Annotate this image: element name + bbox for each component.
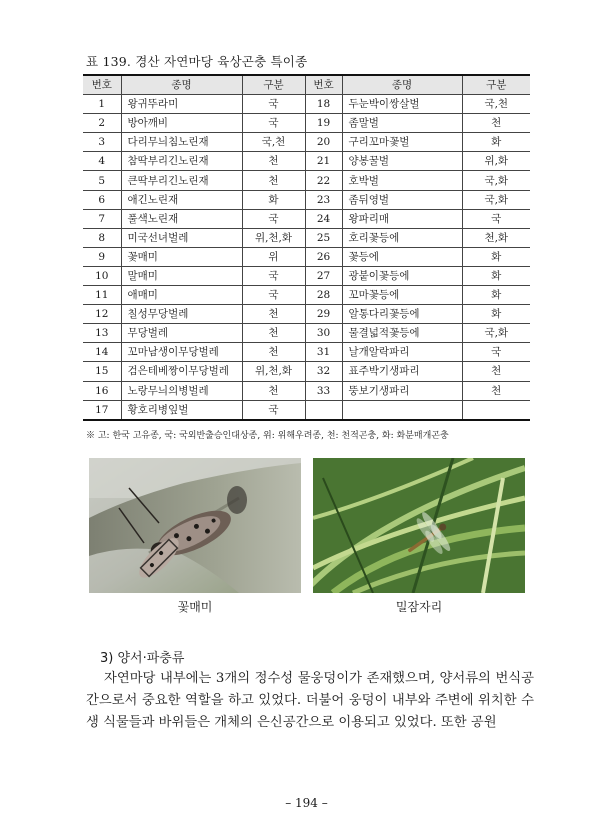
cell-species: 왕귀뚜라미 [121, 95, 242, 114]
cell-number-2: 30 [305, 324, 342, 343]
cell-category: 국 [242, 114, 305, 133]
cell-species: 무당벌레 [121, 324, 242, 343]
cell-category: 국 [242, 400, 305, 420]
cell-species-2: 구리꼬마꽃벌 [342, 133, 462, 152]
cell-species: 참딱부리긴노린재 [121, 152, 242, 171]
photo-label-dragonfly: 밀잠자리 [395, 600, 443, 614]
cell-number: 1 [83, 95, 121, 114]
cell-number: 17 [83, 400, 121, 420]
table-row [83, 362, 530, 381]
cell-category-2: 국,천 [462, 95, 530, 114]
cell-category: 국 [242, 286, 305, 305]
cell-species: 큰딱부리긴노린재 [121, 171, 242, 190]
cell-category: 천 [242, 343, 305, 362]
cell-number: 8 [83, 228, 121, 247]
cell-category: 위 [242, 247, 305, 266]
cell-species-2: 물결넓적꽃등에 [342, 324, 462, 343]
table-row [83, 266, 530, 285]
cell-species: 말매미 [121, 266, 242, 285]
species-table [83, 74, 530, 421]
table-row [83, 171, 530, 190]
cell-category: 천 [242, 324, 305, 343]
cell-number-2: 25 [305, 228, 342, 247]
cell-category: 위,천,화 [242, 362, 305, 381]
cell-category-2 [462, 400, 530, 420]
cell-species: 검은테베짱이무당벌레 [121, 362, 242, 381]
cell-species-2: 호리꽃등에 [342, 228, 462, 247]
cell-species: 황호리병잎벌 [121, 400, 242, 420]
cell-number-2: 31 [305, 343, 342, 362]
cell-species-2: 날개알락파리 [342, 343, 462, 362]
cell-species-2: 호박벌 [342, 171, 462, 190]
header-category-2: 구분 [462, 75, 530, 95]
table-row [83, 190, 530, 209]
cell-number: 16 [83, 381, 121, 400]
cell-number-2: 29 [305, 305, 342, 324]
cell-category: 천 [242, 152, 305, 171]
cell-category-2: 화 [462, 305, 530, 324]
cell-number: 7 [83, 209, 121, 228]
cell-species-2: 알통다리꽃등에 [342, 305, 462, 324]
cell-number-2: 32 [305, 362, 342, 381]
table-row [83, 95, 530, 114]
cell-species: 풀색노린재 [121, 209, 242, 228]
cell-number-2: 33 [305, 381, 342, 400]
cell-category: 화 [242, 190, 305, 209]
cell-number: 12 [83, 305, 121, 324]
cell-species-2: 두눈박이쌍살벌 [342, 95, 462, 114]
cell-category: 위,천,화 [242, 228, 305, 247]
cell-species: 다리무늬침노린재 [121, 133, 242, 152]
table-header-row [83, 75, 530, 95]
table-row [83, 400, 530, 420]
cell-number-2: 24 [305, 209, 342, 228]
header-category: 구분 [242, 75, 305, 95]
header-species-2: 종명 [342, 75, 462, 95]
header-number-2: 번호 [305, 75, 342, 95]
cell-category-2: 국,화 [462, 324, 530, 343]
cell-category-2: 국,화 [462, 171, 530, 190]
paragraph-text: 자연마당 내부에는 3개의 정수성 물웅덩이가 존재했으며, 양서류의 번식공간으로서 중요한 역할을 하고 있었다. 더불어 웅덩이 내부와 주변에 위치한 수생 식물들과 바위들은 개체의 은신공간으로 이용되고 있었다. 또한 공원 [86, 671, 534, 730]
cell-species: 방아깨비 [121, 114, 242, 133]
cell-category-2: 천 [462, 362, 530, 381]
table-caption: 표 139. 경산 자연마당 육상곤충 특이종 [86, 54, 308, 69]
table-row [83, 305, 530, 324]
cell-category-2: 위,화 [462, 152, 530, 171]
body-paragraph [86, 668, 534, 734]
cell-species-2: 꼬마꽃등에 [342, 286, 462, 305]
cell-species-2 [342, 400, 462, 420]
cell-category-2: 국,화 [462, 190, 530, 209]
table-footnote: ※ 고: 한국 고유종, 국: 국외반출승인대상종, 위: 위해우려종, 천: 천적곤충, 화: 화분매개곤충 [86, 431, 449, 441]
cell-number-2: 23 [305, 190, 342, 209]
dragonfly-photo [313, 458, 525, 593]
table-row [83, 343, 530, 362]
cell-number: 9 [83, 247, 121, 266]
cell-number-2 [305, 400, 342, 420]
table-row [83, 133, 530, 152]
cell-category: 국 [242, 266, 305, 285]
cell-category-2: 천,화 [462, 228, 530, 247]
cell-category-2: 천 [462, 114, 530, 133]
cell-category: 국,천 [242, 133, 305, 152]
table-row [83, 228, 530, 247]
cell-number: 13 [83, 324, 121, 343]
table-row [83, 247, 530, 266]
cell-species-2: 꽃등에 [342, 247, 462, 266]
cell-number-2: 21 [305, 152, 342, 171]
cell-number: 10 [83, 266, 121, 285]
table-row [83, 114, 530, 133]
cell-category: 천 [242, 381, 305, 400]
cell-species: 꽃매미 [121, 247, 242, 266]
cell-number: 5 [83, 171, 121, 190]
cell-category-2: 화 [462, 286, 530, 305]
cell-number: 15 [83, 362, 121, 381]
cell-category-2: 화 [462, 266, 530, 285]
cell-category: 국 [242, 95, 305, 114]
table-row [83, 209, 530, 228]
cell-number-2: 27 [305, 266, 342, 285]
cell-species: 미국선녀벌레 [121, 228, 242, 247]
table-row [83, 381, 530, 400]
cell-category-2: 천 [462, 381, 530, 400]
table-row [83, 152, 530, 171]
cell-category: 천 [242, 305, 305, 324]
cell-category: 천 [242, 171, 305, 190]
cell-species-2: 뚱보기생파리 [342, 381, 462, 400]
cell-species-2: 광붙이꽃등에 [342, 266, 462, 285]
header-number: 번호 [83, 75, 121, 95]
spotted-lanternfly-photo [89, 458, 301, 593]
cell-species-2: 좀말벌 [342, 114, 462, 133]
cell-category-2: 화 [462, 133, 530, 152]
cell-number: 14 [83, 343, 121, 362]
photo-label-lanternfly: 꽃매미 [177, 600, 213, 614]
cell-species: 노랑무늬의병벌레 [121, 381, 242, 400]
cell-number: 11 [83, 286, 121, 305]
cell-species-2: 좀뒤영벌 [342, 190, 462, 209]
cell-category-2: 화 [462, 247, 530, 266]
cell-number-2: 28 [305, 286, 342, 305]
cell-category: 국 [242, 209, 305, 228]
table-row [83, 324, 530, 343]
cell-species: 꼬마남생이무당벌레 [121, 343, 242, 362]
cell-species: 애매미 [121, 286, 242, 305]
cell-species: 칠성무당벌레 [121, 305, 242, 324]
cell-number-2: 19 [305, 114, 342, 133]
cell-category-2: 국 [462, 343, 530, 362]
cell-number: 2 [83, 114, 121, 133]
cell-number-2: 22 [305, 171, 342, 190]
cell-species-2: 표주박기생파리 [342, 362, 462, 381]
cell-category-2: 국 [462, 209, 530, 228]
header-species: 종명 [121, 75, 242, 95]
cell-number: 3 [83, 133, 121, 152]
cell-number: 6 [83, 190, 121, 209]
cell-number-2: 26 [305, 247, 342, 266]
page-number: – 194 – [285, 796, 328, 810]
cell-number-2: 18 [305, 95, 342, 114]
cell-number: 4 [83, 152, 121, 171]
cell-species-2: 왕파리매 [342, 209, 462, 228]
cell-species-2: 양봉꿀벌 [342, 152, 462, 171]
section-heading: 3) 양서·파충류 [100, 651, 185, 666]
table-row [83, 286, 530, 305]
cell-number-2: 20 [305, 133, 342, 152]
cell-species: 애긴노린재 [121, 190, 242, 209]
